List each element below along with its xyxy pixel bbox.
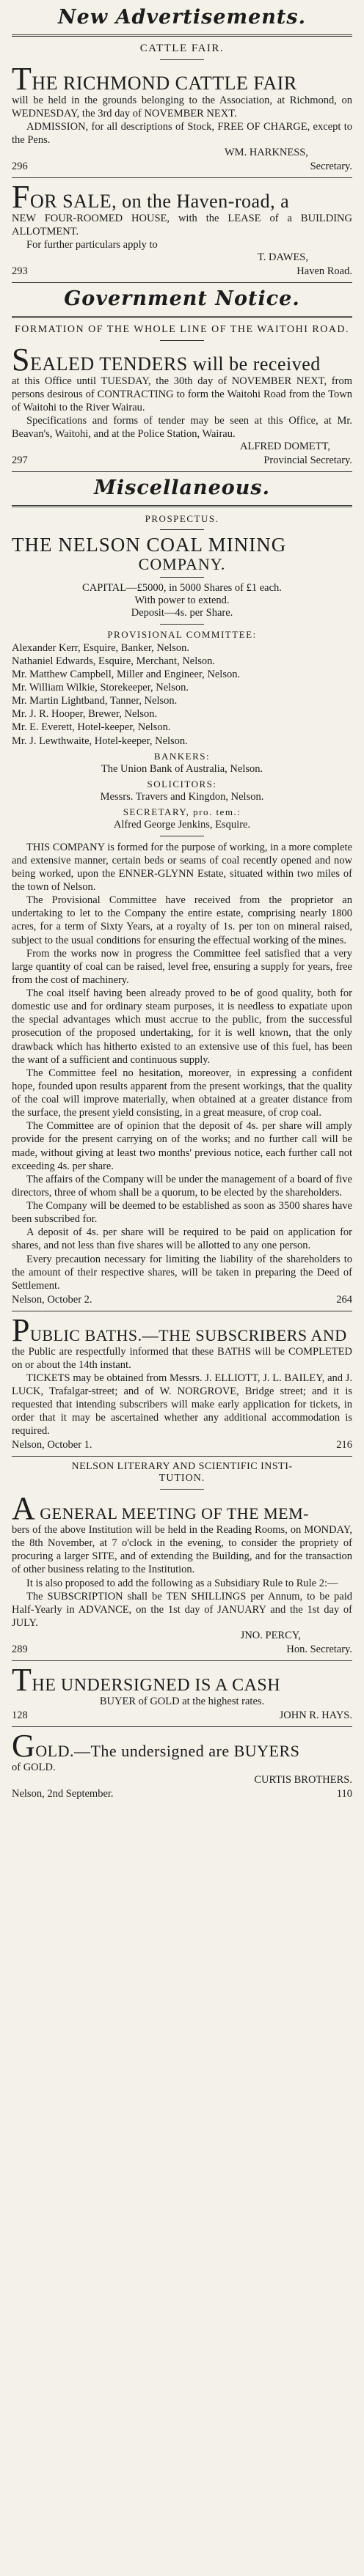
institution-title-1: NELSON LITERARY AND SCIENTIFIC INSTI- (71, 1461, 293, 1473)
place-date: Nelson, October 2. (12, 1293, 92, 1306)
general-meeting-body: bers of the above Institution will be held in the Reading Rooms, on MONDAY, the 8th November, at 7 o'clock in the evening, to consider the propriety of procuring a larger SITE, and of extending the Building, and for the transaction of other business relating to the Institution. (12, 1524, 352, 1576)
committee-member: Mr. Martin Lightband, Tanner, Nelson. (12, 695, 178, 707)
address: Haven Road. (296, 265, 352, 278)
institution-title-2: TUTION. (159, 1473, 205, 1484)
divider (160, 577, 204, 578)
solicitors-label: SOLICITORS: (147, 778, 217, 790)
committee-member: Mr. E. Everett, Hotel-keeper, Nelson. (12, 721, 171, 734)
cattle-fair-body: will be held in the grounds belonging to the Association, at Richmond, on WEDNESDAY, the 3rd day of NOVEMBER NEXT. (12, 94, 352, 119)
gold-buyers-body: of GOLD. (12, 1761, 56, 1773)
prospectus-paragraph: The affairs of the Company will be under the management of a board of five directors, three of whom shall be a quorum, to be elected by the shareholders. (12, 1173, 352, 1199)
coal-company-footer (12, 1294, 352, 1306)
committee-member: Nathaniel Edwards, Esquire, Merchant, Nelson. (12, 655, 216, 667)
prospectus-paragraph: The coal itself having been already proved to be of good quality, both for domestic use and for ordinary steam purposes, it is needless to expatiate upon the special advantages which must accrue to the public, from the successful prosecution of the proposed undertaking, for it is well known, that the only drawback which has hitherto existed to an extensive use of this fuel, has been the want of a sufficient and continuous supply. (12, 987, 352, 1066)
solicitors: Messrs. Travers and Kingdon, Nelson. (100, 790, 264, 803)
prospectus-label: PROSPECTUS. (145, 513, 219, 525)
signature-title: Provincial Secretary. (263, 455, 352, 467)
prospectus-paragraph: THIS COMPANY is formed for the purpose of working, in a more complete and extensive manner, certain beds or seams of coal recently opened and now being worked, upon the ENNER-GLYNN Estate, situated within two miles of the town of Nelson. (12, 841, 352, 894)
secretary: Alfred George Jenkins, Esquire. (113, 818, 251, 831)
tenders-footer (12, 455, 352, 467)
ad-number: 293 (12, 265, 28, 278)
waitohi-road-ad (12, 324, 352, 467)
bankers-label: BANKERS: (153, 750, 211, 762)
new-advertisements-header: New Advertisements. (58, 6, 306, 29)
divider (160, 624, 204, 625)
cattle-fair-admission: ADMISSION, for all descriptions of Stock, FREE OF CHARGE, except to the Pens. (12, 120, 352, 146)
buyers-name: CURTIS BROTHERS. (254, 1774, 352, 1786)
secretary-label: SECRETARY, pro. tem.: (123, 806, 241, 817)
for-sale-ad (12, 179, 352, 278)
gold-buyer-ad (12, 1662, 352, 1722)
public-baths-footer (12, 1439, 352, 1451)
for-sale-name: T. DAWES, (257, 251, 308, 264)
general-meeting-subscription: The SUBSCRIPTION shall be TEN SHILLINGS per Annum, to be paid Half-Yearly in ADVANCE, on the 1st day of JANUARY and the 1st day of JULY. (12, 1590, 352, 1629)
tenders-body: at this Office until TUESDAY, the 30th day of NOVEMBER NEXT, from persons desirous of CONTRACTING to form the Waitohi Road from the Town of Waitohi to the River Wairau. (12, 375, 352, 413)
committee-list (12, 641, 352, 748)
buyer-name: JOHN R. HAYS. (279, 1710, 352, 1722)
gold-buyers-ad (12, 1728, 352, 1800)
divider (160, 340, 204, 341)
capital-line: CAPITAL—£5000, in 5000 Shares of £1 each. (82, 581, 282, 594)
coal-company-ad (12, 513, 352, 1306)
divider (12, 1660, 352, 1661)
public-baths-tickets: TICKETS may be obtained from Messrs. J. ELLIOTT, J. L. BAILEY, and J. LUCK, Trafalgar-street; and of W. NORGROVE, Bridge street; and it is requested that intending subscribers will make early application for tickets, in order that it may be ascertained whether any additional accommodation is required. (12, 1372, 352, 1438)
general-meeting-rule: It is also proposed to add the following as a Subsidiary Rule to Rule 2:— (26, 1577, 338, 1589)
public-baths-headline: PUBLIC BATHS.—THE SUBSCRIBERS AND (12, 1311, 347, 1348)
power-line: With power to extend. (134, 594, 230, 606)
literary-institution-ad (12, 1461, 352, 1656)
committee-member: Mr. J. R. Hooper, Brewer, Nelson. (12, 708, 158, 721)
divider (12, 1456, 352, 1457)
for-sale-footer (12, 265, 352, 278)
miscellaneous-header: Miscellaneous. (93, 476, 271, 500)
gold-buyers-headline: GOLD.—The undersigned are BUYERS (12, 1728, 300, 1764)
committee-member: Mr. William Wilkie, Storekeeper, Nelson. (12, 682, 189, 694)
bankers: The Union Bank of Australia, Nelson. (101, 762, 263, 775)
gold-buyer-headline: THE UNDERSIGNED IS A CASH (12, 1662, 281, 1699)
prospectus-paragraph: Every precaution necessary for limiting the liability of the shareholders to the amount of their respective shares, will be taken in preparing the Deed of Settlement. (12, 1253, 352, 1292)
prospectus-paragraph: A deposit of 4s. per share will be required to be paid on application for shares, and not less than five shares will be allotted to any one person. (12, 1226, 352, 1252)
for-sale-headline: FOR SALE, on the Haven-road, a (12, 179, 290, 216)
divider (12, 471, 352, 472)
cattle-fair-headline: THE RICHMOND CATTLE FAIR (12, 61, 297, 97)
divider (12, 1726, 352, 1727)
deposit-line: Deposit—4s. per Share. (131, 606, 233, 619)
prospectus-paragraph: The Provisional Committee have received from the proprietor an undertaking to let to the Company the entire estate, comprising nearly 1800 acres, for a term of Sixty Years, at a royalty of 1s. per ton on mineral raised, subject to the usual conditions for ensuring the effectual working of the mines. (12, 894, 352, 946)
ad-number: 289 (12, 1644, 28, 1656)
divider (160, 1489, 204, 1490)
divider (160, 59, 204, 60)
institution-footer (12, 1644, 352, 1656)
divider (160, 529, 204, 530)
tenders-headline: SEALED TENDERS will be received (12, 342, 321, 378)
committee-member: Alexander Kerr, Esquire, Banker, Nelson. (12, 641, 190, 654)
public-baths-body: the Public are respectfully informed that these BATHS will be COMPLETED on or about the 14th instant. (12, 1345, 352, 1371)
divider (12, 34, 352, 37)
for-sale-further: For further particulars apply to (26, 238, 158, 251)
gold-buyers-footer (12, 1788, 352, 1800)
tenders-specifications: Specifications and forms of tender may be seen at this Office, at Mr. Beavan's, Waitohi, and at the Police Station, Wairau. (12, 415, 352, 441)
ad-number: 296 (12, 161, 28, 173)
waitohi-road-title: FORMATION OF THE WHOLE LINE OF THE WAITOHI ROAD. (14, 324, 350, 336)
signature-title: Secretary. (310, 161, 352, 173)
ad-number: 297 (12, 455, 28, 467)
ad-number: 216 (336, 1439, 352, 1451)
coal-company-title-1: THE NELSON COAL MINING (12, 534, 287, 556)
for-sale-body: NEW FOUR-ROOMED HOUSE, with the LEASE of a BUILDING ALLOTMENT. (12, 212, 352, 238)
prospectus-paragraph: The Committee are of opinion that the deposit of 4s. per share will amply provide for the present carrying on of the works; and no further call will be made, without giving at least two months' previous notice, each further call not exceeding 4s. per share. (12, 1120, 352, 1172)
cattle-fair-title: CATTLE FAIR. (139, 43, 225, 54)
ad-number: 128 (12, 1710, 28, 1722)
place-date: Nelson, October 1. (12, 1439, 92, 1451)
cattle-fair-footer (12, 161, 352, 173)
cattle-fair-signature: WM. HARKNESS, (225, 147, 308, 159)
ad-number: 264 (336, 1293, 352, 1306)
divider (12, 282, 352, 283)
ad-number: 110 (336, 1788, 352, 1800)
general-meeting-headline: A GENERAL MEETING OF THE MEM- (12, 1490, 309, 1527)
gold-buyer-footer (12, 1710, 352, 1722)
committee-member: Mr. Matthew Campbell, Miller and Engineer, Nelson. (12, 668, 241, 680)
place-date: Nelson, 2nd September. (12, 1788, 114, 1800)
signature-title: Hon. Secretary. (286, 1644, 352, 1656)
divider (12, 177, 352, 178)
committee-member: Mr. J. Lewthwaite, Hotel-keeper, Nelson. (12, 735, 188, 747)
gold-buyer-body: BUYER of GOLD at the highest rates. (99, 1696, 265, 1708)
institution-signature: JNO. PERCY, (240, 1630, 301, 1642)
divider (12, 505, 352, 507)
divider (12, 316, 352, 318)
prospectus-paragraph: The Committee feel no hesitation, moreover, in expressing a confident hope, founded upon results apparent from the present workings, that the quality of the coal will improve materially, when obtained at a greater distance from the surface, the present yield consisting, in a great measure, of crop coal. (12, 1067, 352, 1119)
coal-company-title-2: COMPANY. (138, 554, 226, 573)
public-baths-ad (12, 1311, 352, 1451)
prospectus-paragraph: From the works now in progress the Committee feel satisfied that a very large quantity of coal can be raised, level free, ensuring a supply for years, free from the cost of machinery. (12, 947, 352, 986)
tenders-signature: ALFRED DOMETT, (240, 441, 330, 453)
cattle-fair-ad (12, 43, 352, 173)
committee-label: PROVISIONAL COMMITTEE: (107, 628, 257, 640)
prospectus-paragraph: The Company will be deemed to be established as soon as 3500 shares have been subscribed for. (12, 1200, 352, 1226)
government-notice-header: Government Notice. (64, 287, 300, 311)
